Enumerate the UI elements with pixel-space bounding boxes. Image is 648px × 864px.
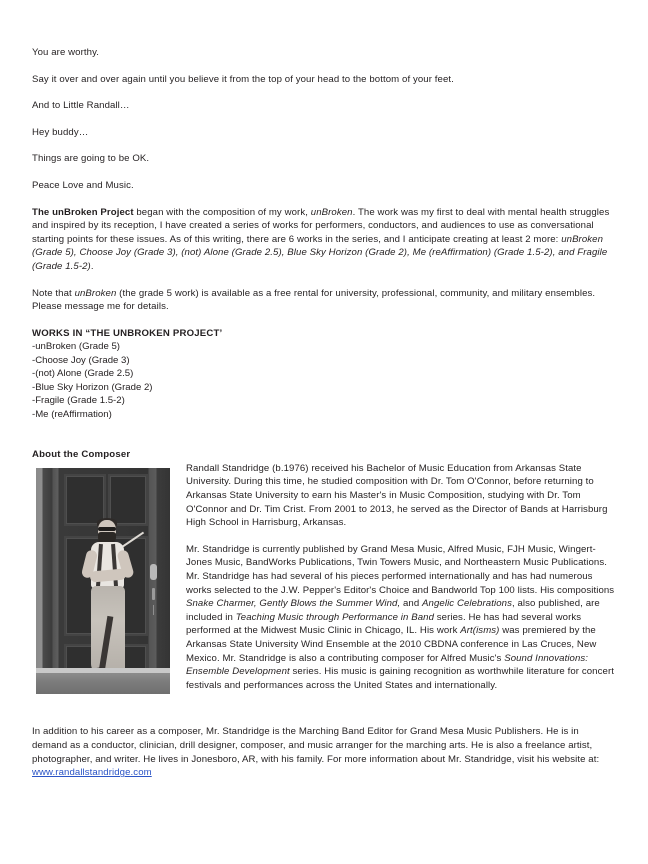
works-heading: WORKS IN “THE UNBROKEN PROJECT’ [32, 327, 223, 339]
note-italic-1: unBroken [74, 287, 117, 299]
note-paragraph [32, 287, 616, 314]
works-list-item: -unBroken (Grade 5) [32, 341, 120, 353]
document-body [32, 46, 616, 793]
note-text-2: (the grade 5 work) is available as a free rental for university, professional, community, and military ensembles. Please message me for details. [32, 287, 596, 313]
note-text-1: Note that [32, 287, 75, 299]
floor [36, 672, 170, 694]
opening-line-3: And to Little Randall… [32, 100, 130, 112]
bio-paragraph-1: Randall Standridge (b.1976) received his Bachelor of Music Education from Arkansas State University. During this time, he studied composition with Dr. Tom O'Connor, before returning to Arkansas State University to earn his Master's in Music Composition, studying with Dr. Tom O'Connor and Dr. Tim Crist. From 2001 to 2013, he served as the Director of Bands at Harrisburg High School in Harrisburg, Arkansas. [186, 462, 608, 529]
works-list-item: -Me (reAffirmation) [32, 408, 112, 420]
project-text-2: . The work was my first to deal with mental health struggles and inspired by its reception, I have created a series of works for performers, conductors, and audiences to use as conversational starting points for these issues. As of this writing, there are 6 works in the series, and I anticipate creating at least 2 more: [32, 206, 610, 245]
works-list-item: -Fragile (Grade 1.5-2) [32, 395, 125, 407]
door-panel [66, 476, 104, 524]
project-paragraph [32, 206, 616, 274]
bio2-text-1: Mr. Standridge is currently published by Grand Mesa Music, Alfred Music, FJH Music, Wingert-Jones Music, BandWorks Publications, Twin Towers Music, and Northeastern Music Publications. Mr. Standridge has had several of his pieces performed internationally and has had numerous works selected to the J.W. Pepper's Editor's Choice and Bandworld Top 100 lists. His compositions [186, 543, 615, 596]
bio2-text-4: series. He has had several works performed at the Midwest Music Clinic in Chicago, IL. His work [186, 611, 582, 637]
opening-line-2: Say it over and over again until you believe it from the top of your head to the bottom of your feet. [32, 73, 454, 85]
bio2-italic-2: Angelic Celebrations [422, 598, 512, 610]
project-text-3: . [90, 260, 94, 272]
bio2-text-3: , also published, are included in [186, 598, 600, 623]
composer-photo [36, 468, 170, 694]
project-italic-2: unBroken (Grade 5), Choose Joy (Grade 3), (not) Alone (Grade 2.5), Blue Sky Horizon (Grade 2), Me (reAffirmation) (Grade 1.5-2), and Fragile (Grade 1.5-2) [32, 233, 608, 272]
door-handle [150, 564, 157, 580]
works-list-item: -Choose Joy (Grade 3) [32, 354, 130, 366]
opening-line-6: Peace Love and Music. [32, 179, 134, 191]
composer-section [32, 462, 616, 780]
bio2-text-6: series. His music is gaining recognition as worthwhile literature for concert festivals and performances across the United States and internationally. [186, 666, 614, 691]
composer-figure [78, 520, 138, 690]
bio2-text-5: was premiered by the Arkansas State University Wind Ensemble at the 2010 CBDNA conference in Las Cruces, New Mexico. Mr. Standridge is also a contributing composer for Alfred Music's [186, 625, 597, 664]
bio2-italic-3: Teaching Music through Performance in Band [235, 611, 435, 623]
sunglasses [98, 527, 116, 531]
door-panel [110, 476, 146, 524]
bio2-italic-4: Art(isms) [460, 625, 500, 637]
composer-heading: About the Composer [32, 449, 131, 461]
project-text-1: began with the composition of my work, [133, 206, 311, 218]
bio2-italic-5: Sound Innovations: Ensemble Development [186, 652, 589, 678]
bio3-text-1: In addition to his career as a composer, Mr. Standridge is the Marching Band Editor for Grand Mesa Music Publishers. He is in demand as a conductor, clinician, drill designer, composer, and music arranger for the marching arts. He is also a freelance artist, photographer, and writer. He lives in Jonesboro, AR, with his family. For more information about Mr. Standridge, visit his website at: [32, 726, 600, 765]
bio-paragraph-3 [32, 725, 616, 779]
opening-line-4: Hey buddy… [32, 126, 89, 138]
bio2-text-2: and [400, 598, 423, 610]
section-spacer [32, 421, 616, 448]
opening-line-1: You are worthy. [32, 47, 100, 58]
website-link[interactable]: www.randallstandridge.com [32, 767, 152, 779]
project-lead-bold: The unBroken Project [32, 206, 134, 218]
works-list-item: -(not) Alone (Grade 2.5) [32, 368, 134, 380]
paragraph-spacer [32, 705, 616, 725]
works-list-item: -Blue Sky Horizon (Grade 2) [32, 381, 153, 393]
opening-line-5: Things are going to be OK. [32, 153, 150, 165]
works-section [32, 327, 616, 422]
bio2-italic-1: Snake Charmer, Gently Blows the Summer Wind, [186, 598, 401, 610]
project-italic-1: unBroken [310, 206, 353, 218]
